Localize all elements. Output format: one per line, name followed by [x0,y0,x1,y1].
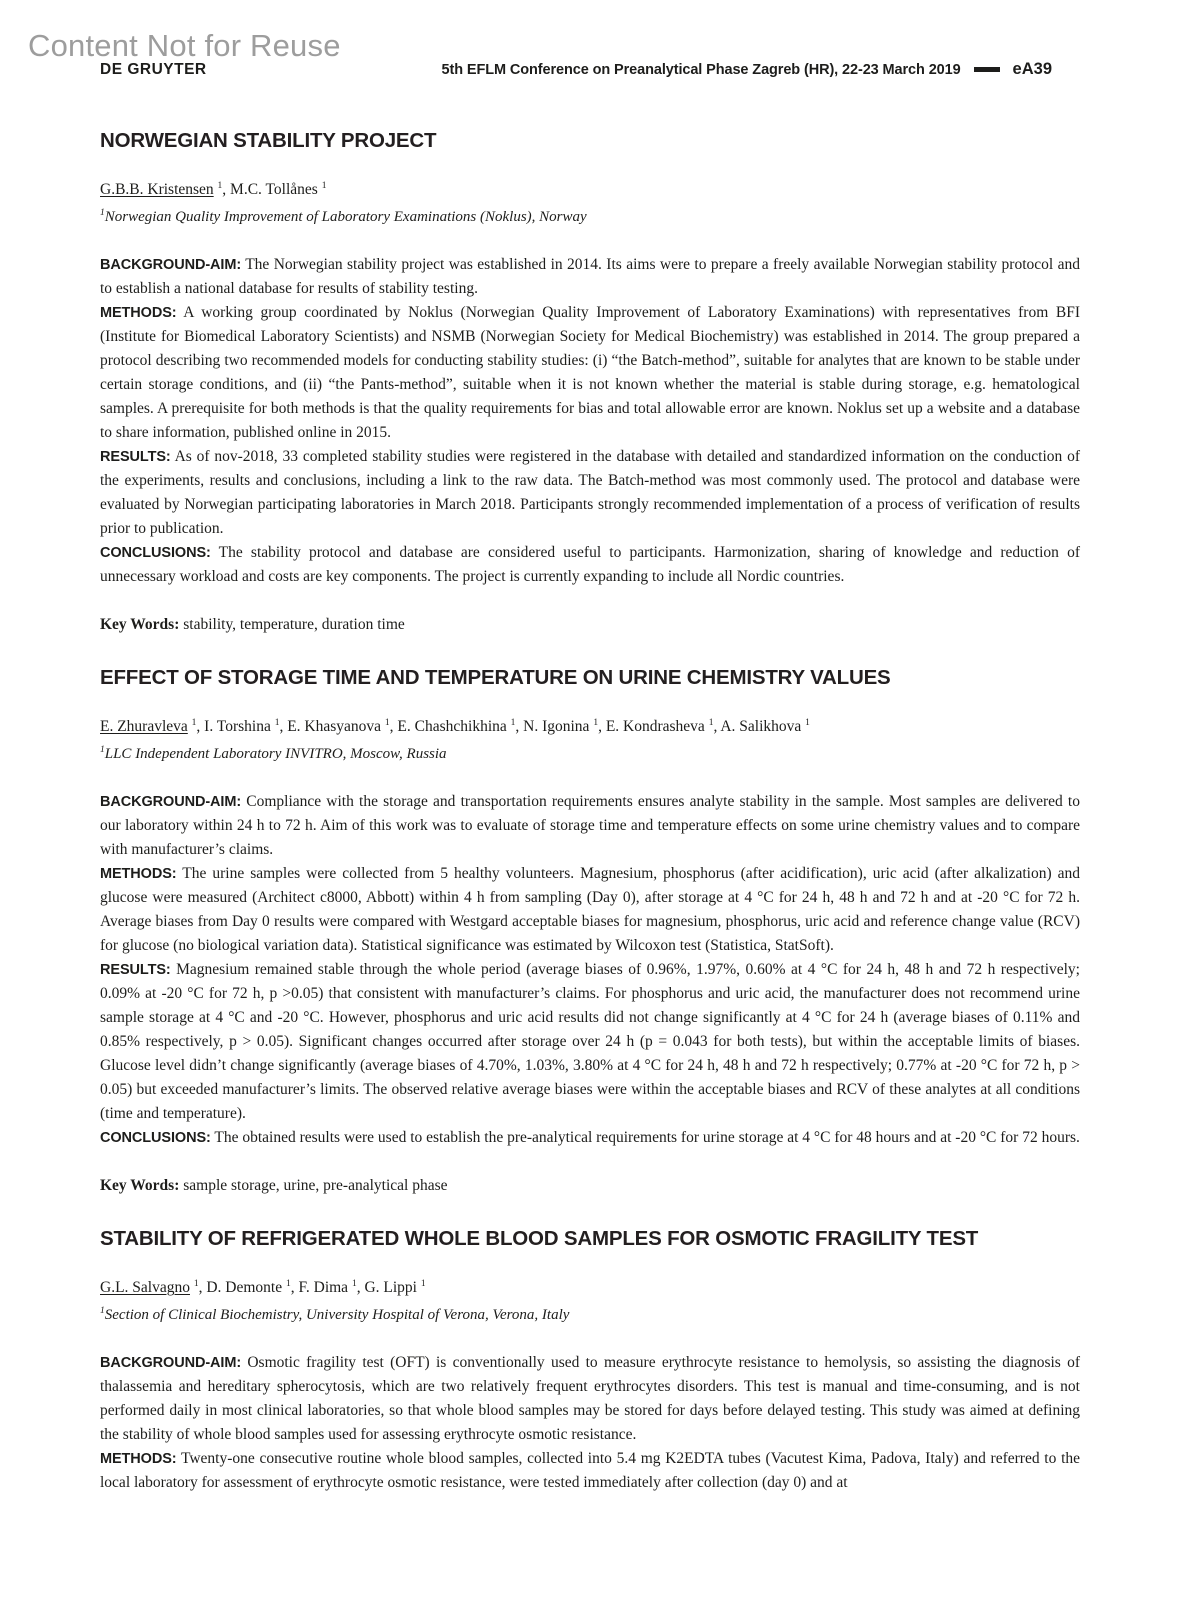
abstract-body [100,790,1080,1150]
paragraph-label: METHODS: [100,1451,177,1468]
affiliation-text: LLC Independent Laboratory INVITRO, Moscow, Russia [104,746,447,763]
paragraph-label: RESULTS: [100,962,171,979]
author-name: G.L. Salvagno [100,1279,190,1297]
affiliation-marker: 1 [100,1306,105,1317]
abstract-paragraph: BACKGROUND-AIM: Osmotic fragility test (OFT) is conventionally used to measure erythrocyte resistance to hemolysis, so assisting the diagnosis of thalassemia and hereditary spherocytosis, which are two relatively frequent erythrocytes disorders. This test is manual and time-consuming, and is not performed daily in most clinical laboratories, so that whole blood samples may be stored for days before delayed testing. This study was aimed at defining the stability of whole blood samples used for assessing erythrocyte osmotic resistance. [100,1354,1080,1444]
conference-title: 5th EFLM Conference on Preanalytical Phase Zagreb (HR), 22-23 March 2019 [441,61,961,78]
abstract-body [100,1351,1080,1495]
keywords-text: stability, temperature, duration time [183,616,405,634]
authors-line: G.L. Salvagno $^1$, D. Demonte $^1$, F. Dima $^1$, G. Lippi $^1$ [100,1279,426,1297]
abstract-paragraph: RESULTS: Magnesium remained stable through the whole period (average biases of 0.96%, 1.97%, 0.60% at 4 °C for 24 h, 48 h and 72 h respectively; 0.09% at -20 °C for 72 h, p >0.05) that consistent with manufacturer’s claims. For phosphorus and uric acid, the manufacturer does not recommend urine sample storage at 4 °C and -20 °C. However, phosphorus and uric acid results did not change significantly at 4 °C for 24 h (average biases of 0.11% and 0.85% respectively, p > 0.05). Significant changes occurred after storage over 24 h (p = 0.043 for both tests), but within the acceptable limits of biases. Glucose level didn’t change significantly (average biases of 4.70%, 1.03%, 3.80% at 4 °C for 24 h, 48 h and 72 h respectively; 0.77% at -20 °C for 72 h, p > 0.05) but exceeded manufacturer’s limits. The observed relative average biases were within the acceptable biases and RCV of these analytes at all conditions (time and temperature). [100,961,1080,1123]
author-superscript: 1 [193,1279,199,1290]
running-head [442,60,1052,79]
keywords-text: sample storage, urine, pre-analytical phase [183,1177,448,1195]
abstract-paragraph: CONCLUSIONS: The stability protocol and database are considered useful to participants. Harmonization, sharing of knowledge and reduction of unnecessary workload and costs are key components. The project is currently expanding to include all Nordic countries. [100,544,1080,586]
affiliation-marker: 1 [100,208,105,219]
paragraph-label: RESULTS: [100,449,171,466]
abstract-paragraph: METHODS: Twenty-one consecutive routine whole blood samples, collected into 5.4 mg K2EDTA tubes (Vacutest Kima, Padova, Italy) and referred to the local laboratory for assessment of erythrocyte osmotic resistance, were tested immediately after collection (day 0) and at [100,1450,1080,1492]
abstract-paragraph: METHODS: A working group coordinated by Noklus (Norwegian Quality Improvement of Laboratory Examinations) with representatives from BFI (Institute for Biomedical Laboratory Scientists) and NSMB (Norwegian Society for Medical Biochemistry) was established in 2014. The group prepared a protocol describing two recommended models for conducting stability studies: (i) “the Batch-method”, suitable for analytes that are known to be stable under certain storage conditions, and (ii) “the Pants-method”, suitable when it is not known whether the material is stable during storage, e.g. hematological samples. A prerequisite for both methods is that the quality requirements for bias and total allowable error are known. Noklus set up a website and a database to share information, published online in 2015. [100,304,1080,442]
paragraph-label: BACKGROUND-AIM: [100,257,242,274]
abstract-paragraph: BACKGROUND-AIM: Compliance with the storage and transportation requirements ensures analyte stability in the sample. Most samples are delivered to our laboratory within 24 h to 72 h. Aim of this work was to evaluate of storage time and temperature effects on some urine chemistry values and to compare with manufacturer’s claims. [100,793,1080,859]
abstract-title: NORWEGIAN STABILITY PROJECT [100,129,437,152]
abstract-title: STABILITY OF REFRIGERATED WHOLE BLOOD SAMPLES FOR OSMOTIC FRAGILITY TEST [100,1227,979,1251]
author-superscript: 1 [805,718,810,729]
author-name: F. Dima [298,1279,349,1297]
abstract-paragraph: CONCLUSIONS: The obtained results were used to establish the pre-analytical requirements for urine storage at 4 °C for 48 hours and at -20 °C for 72 hours. [100,1129,1080,1147]
author-name: D. Demonte [206,1279,283,1297]
abstract-title: EFFECT OF STORAGE TIME AND TEMPERATURE ON URINE CHEMISTRY VALUES [100,666,891,690]
author-name: E. Kondrasheva [605,718,705,736]
abstract-body [100,253,1080,589]
author-name: E. Khasyanova [287,718,382,736]
affiliation-text: Section of Clinical Biochemistry, University Hospital of Verona, Verona, Italy [104,1307,570,1324]
author-superscript: 1 [420,1279,426,1290]
author-superscript: 1 [593,718,599,729]
paragraph-label: BACKGROUND-AIM: [100,794,242,811]
page-header [100,60,1052,79]
abstract-paragraph: BACKGROUND-AIM: The Norwegian stability project was established in 2014. Its aims were to prepare a freely available Norwegian stability protocol and to establish a national database for results of stability testing. [100,256,1080,298]
keywords-line [100,1176,1080,1196]
paragraph-label: METHODS: [100,305,177,322]
author-superscript: 1 [351,1279,357,1290]
author-name: A. Salikhova [720,718,802,736]
paragraph-label: BACKGROUND-AIM: [100,1355,242,1372]
author-superscript: 1 [510,718,516,729]
abstract-paragraph: RESULTS: As of nov-2018, 33 completed stability studies were registered in the database with detailed and standardized information on the conduction of the experiments, results and conclusions, including a link to the raw data. The Batch-method was most commonly used. The protocol and database were evaluated by Norwegian participating laboratories in March 2018. Participants strongly recommended implementation of a process of verification of results prior to publication. [100,448,1080,538]
keywords-label: Key Words: [100,1177,180,1195]
affiliation-text: Norwegian Quality Improvement of Laboratory Examinations (Noklus), Norway [104,209,587,226]
author-superscript: 1 [191,718,197,729]
affiliation-line [100,1301,1080,1325]
publisher-logo: DE GRUYTER [100,60,207,78]
affiliation-line [100,740,1080,764]
watermark-text: Content Not for Reuse [28,28,341,63]
author-superscript: 1 [708,718,714,729]
author-name: E. Zhuravleva [100,718,188,736]
abstract-paragraph: METHODS: The urine samples were collected from 5 healthy volunteers. Magnesium, phosphorus (after acidification), uric acid (after alkalization) and glucose were measured (Architect c8000, Abbott) within 4 h from sampling (Day 0), after storage at 4 °C for 24 h, 48 h and 72 h and at -20 °C for 72 h. Average biases from Day 0 results were compared with Westgard acceptable biases for magnesium, phosphorus, uric acid and reference change value (RCV) for glucose (no biological variation data). Statistical significance was estimated by Wilcoxon test (Statistica, StatSoft). [100,865,1080,955]
affiliation-marker: 1 [100,745,105,756]
author-name: E. Chashchikhina [397,718,507,736]
abstract-section [100,667,1080,1196]
abstract-section [100,1228,1080,1495]
authors-line: E. Zhuravleva $^1$, I. Torshina $^1$, E. Khasyanova $^1$, E. Chashchikhina $^1$, N. Igonina $^1$, E. Kondrasheva $^1$, A. Salikhova $^1$ [100,718,810,736]
page-content [100,130,1080,1495]
author-name: M.C. Tollånes [230,181,318,199]
keywords-line [100,615,1080,635]
authors-line: G.B.B. Kristensen $^1$, M.C. Tollånes $^1$ [100,181,327,199]
affiliation-line [100,203,1080,227]
page-number: eA39 [1012,60,1052,78]
author-superscript: 1 [286,1279,291,1290]
author-superscript: 1 [274,718,280,729]
author-name: G. Lippi [364,1279,417,1297]
author-superscript: 1 [321,181,327,191]
abstract-section [100,130,1080,635]
keywords-label: Key Words: [100,616,180,634]
author-name: I. Torshina [204,718,271,736]
paragraph-label: CONCLUSIONS: [100,1130,211,1147]
author-name: G.B.B. Kristensen [100,181,214,199]
author-superscript: 1 [384,718,390,729]
paragraph-label: METHODS: [100,866,177,883]
paragraph-label: CONCLUSIONS: [100,545,211,562]
header-dash-rule [974,67,1000,72]
author-name: N. Igonina [523,718,590,736]
author-superscript: 1 [217,181,223,191]
